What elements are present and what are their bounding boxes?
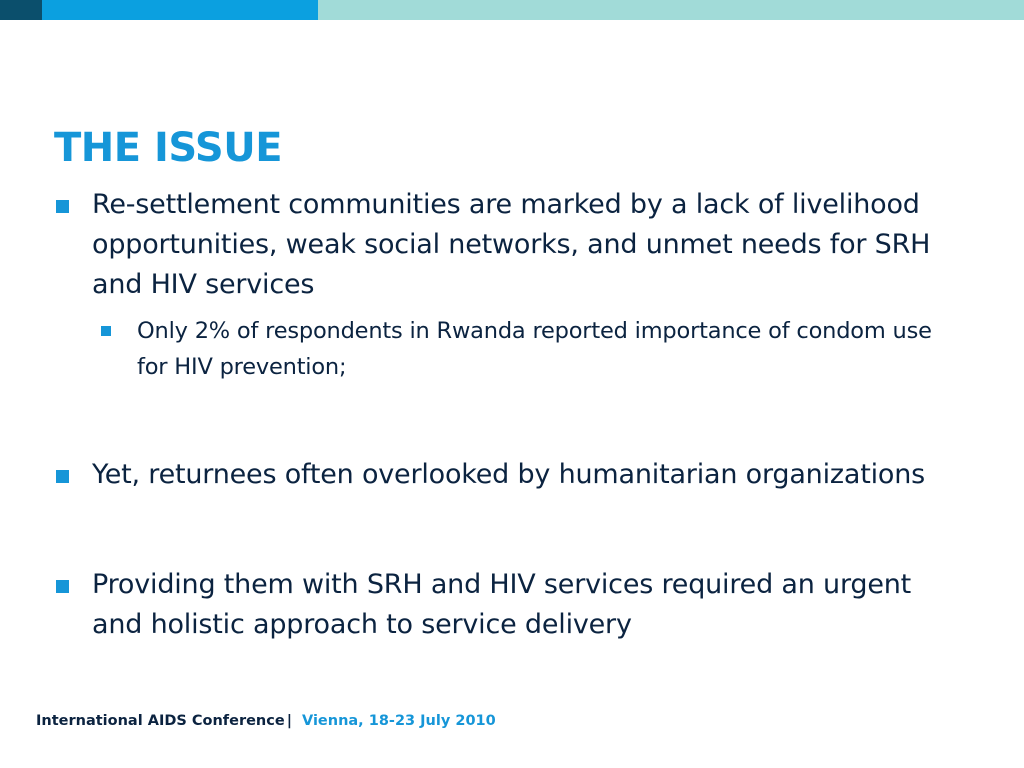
square-bullet-icon <box>56 200 69 213</box>
bullet-text: Providing them with SRH and HIV services required an urgent and holistic approach to service delivery <box>92 569 912 640</box>
square-bullet-icon <box>101 326 111 336</box>
footer <box>36 713 496 729</box>
slide-title: THE ISSUE <box>54 125 283 171</box>
sub-bullet-item <box>92 313 954 385</box>
bullet-item <box>54 565 954 645</box>
footer-separator: | <box>286 713 292 729</box>
bullet-list <box>54 185 954 645</box>
square-bullet-icon <box>56 580 69 593</box>
square-bullet-icon <box>56 470 69 483</box>
top-bar-light-segment <box>318 0 1024 20</box>
bullet-text: Re-settlement communities are marked by a lack of livelihood opportunities, weak social networks, and unmet needs for SRH and HIV services <box>92 189 931 300</box>
bullet-text: Yet, returnees often overlooked by humanitarian organizations <box>92 459 926 490</box>
sub-bullet-text: Only 2% of respondents in Rwanda reported importance of condom use for HIV prevention; <box>137 318 932 380</box>
bullet-item <box>54 455 954 495</box>
bullet-item <box>54 185 954 385</box>
top-bar-blue-segment <box>42 0 318 20</box>
footer-location: Vienna, 18-23 July 2010 <box>301 713 496 729</box>
sub-bullet-list <box>54 313 954 385</box>
top-color-bar <box>0 0 1024 20</box>
footer-conference: International AIDS Conference <box>36 713 285 729</box>
top-bar-dark-segment <box>0 0 42 20</box>
